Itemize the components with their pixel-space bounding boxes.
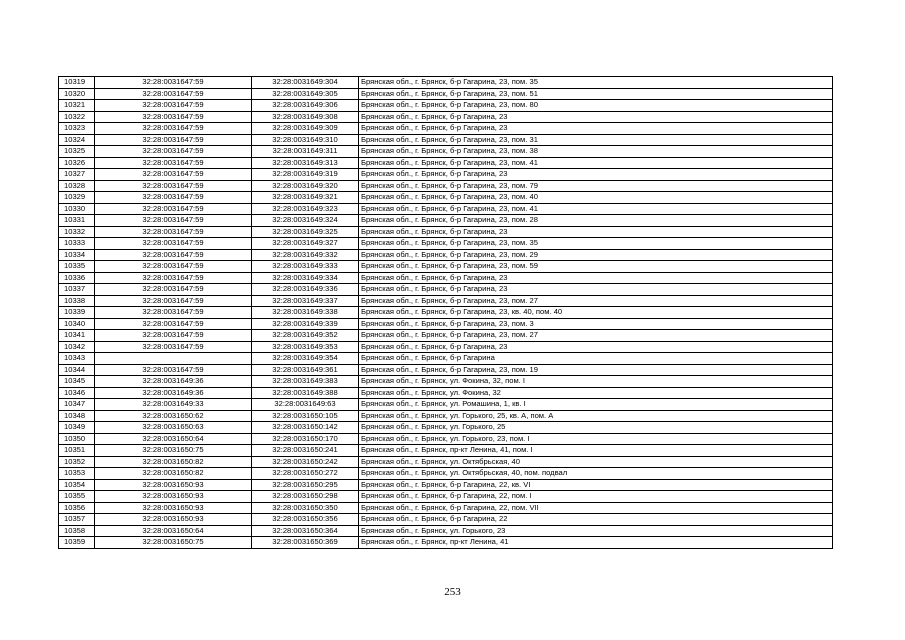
parcel-number-cell: 32:28:0031649:36 [95,387,252,399]
address-cell: Брянская обл., г. Брянск, б-р Гагарина, 23 [359,272,833,284]
object-number-cell: 32:28:0031649:334 [252,272,359,284]
address-cell: Брянская обл., г. Брянск, б-р Гагарина, 23 [359,341,833,353]
table-body [59,77,833,549]
parcel-number-cell: 32:28:0031649:33 [95,399,252,411]
row-number-cell: 10342 [59,341,95,353]
object-number-cell: 32:28:0031649:309 [252,123,359,135]
parcel-number-cell: 32:28:0031647:59 [95,226,252,238]
address-cell: Брянская обл., г. Брянск, б-р Гагарина, 23, пом. 79 [359,180,833,192]
address-cell: Брянская обл., г. Брянск, б-р Гагарина, 23, пом. 3 [359,318,833,330]
table-row [59,376,833,388]
row-number-cell: 10352 [59,456,95,468]
row-number-cell: 10339 [59,307,95,319]
table-row [59,238,833,250]
table-row [59,261,833,273]
row-number-cell: 10332 [59,226,95,238]
row-number-cell: 10331 [59,215,95,227]
table-row [59,192,833,204]
object-number-cell: 32:28:0031650:241 [252,445,359,457]
parcel-number-cell: 32:28:0031647:59 [95,192,252,204]
address-cell: Брянская обл., г. Брянск, б-р Гагарина, 23 [359,226,833,238]
address-cell: Брянская обл., г. Брянск, ул. Октябрьская, 40, пом. подвал [359,468,833,480]
object-number-cell: 32:28:0031649:353 [252,341,359,353]
table-row [59,502,833,514]
row-number-cell: 10349 [59,422,95,434]
address-cell: Брянская обл., г. Брянск, ул. Горького, 25, кв. А, пом. А [359,410,833,422]
table-row [59,364,833,376]
address-cell: Брянская обл., г. Брянск, б-р Гагарина [359,353,833,365]
parcel-number-cell: 32:28:0031647:59 [95,307,252,319]
address-cell: Брянская обл., г. Брянск, б-р Гагарина, 23, пом. 40 [359,192,833,204]
address-cell: Брянская обл., г. Брянск, б-р Гагарина, 23, кв. 40, пом. 40 [359,307,833,319]
address-cell: Брянская обл., г. Брянск, ул. Горького, 23 [359,525,833,537]
object-number-cell: 32:28:0031650:356 [252,514,359,526]
row-number-cell: 10320 [59,88,95,100]
address-cell: Брянская обл., г. Брянск, ул. Октябрьская, 40 [359,456,833,468]
address-cell: Брянская обл., г. Брянск, б-р Гагарина, 23, пом. 35 [359,238,833,250]
table-row [59,491,833,503]
row-number-cell: 10359 [59,537,95,549]
parcel-number-cell: 32:28:0031647:59 [95,295,252,307]
object-number-cell: 32:28:0031649:324 [252,215,359,227]
object-number-cell: 32:28:0031650:298 [252,491,359,503]
table-row [59,157,833,169]
object-number-cell: 32:28:0031649:304 [252,77,359,89]
object-number-cell: 32:28:0031649:323 [252,203,359,215]
object-number-cell: 32:28:0031649:308 [252,111,359,123]
address-cell: Брянская обл., г. Брянск, б-р Гагарина, 23, пом. 27 [359,295,833,307]
address-cell: Брянская обл., г. Брянск, б-р Гагарина, 23 [359,111,833,123]
parcel-number-cell: 32:28:0031650:75 [95,445,252,457]
object-number-cell: 32:28:0031650:242 [252,456,359,468]
object-number-cell: 32:28:0031650:350 [252,502,359,514]
parcel-number-cell: 32:28:0031650:82 [95,468,252,480]
row-number-cell: 10348 [59,410,95,422]
object-number-cell: 32:28:0031649:325 [252,226,359,238]
row-number-cell: 10356 [59,502,95,514]
address-cell: Брянская обл., г. Брянск, ул. Ромашина, 1, кв. I [359,399,833,411]
parcel-number-cell: 32:28:0031650:62 [95,410,252,422]
table-row [59,272,833,284]
object-number-cell: 32:28:0031649:327 [252,238,359,250]
table-row [59,318,833,330]
address-cell: Брянская обл., г. Брянск, ул. Фокина, 32 [359,387,833,399]
row-number-cell: 10327 [59,169,95,181]
row-number-cell: 10345 [59,376,95,388]
address-cell: Брянская обл., г. Брянск, б-р Гагарина, 23, пом. 41 [359,157,833,169]
address-cell: Брянская обл., г. Брянск, б-р Гагарина, 22 [359,514,833,526]
address-cell: Брянская обл., г. Брянск, пр-кт Ленина, 41, пом. I [359,445,833,457]
address-cell: Брянская обл., г. Брянск, б-р Гагарина, 23, пом. 41 [359,203,833,215]
row-number-cell: 10326 [59,157,95,169]
object-number-cell: 32:28:0031649:337 [252,295,359,307]
parcel-number-cell: 32:28:0031647:59 [95,330,252,342]
parcel-number-cell [95,353,252,365]
address-cell: Брянская обл., г. Брянск, б-р Гагарина, 23, пом. 35 [359,77,833,89]
row-number-cell: 10353 [59,468,95,480]
parcel-number-cell: 32:28:0031647:59 [95,180,252,192]
address-cell: Брянская обл., г. Брянск, б-р Гагарина, 23, пом. 51 [359,88,833,100]
address-cell: Брянская обл., г. Брянск, б-р Гагарина, 23, пом. 31 [359,134,833,146]
table-row [59,215,833,227]
table-row [59,341,833,353]
table-row [59,226,833,238]
property-register-table [58,76,833,549]
parcel-number-cell: 32:28:0031647:59 [95,272,252,284]
table-row [59,479,833,491]
table-row [59,134,833,146]
address-cell: Брянская обл., г. Брянск, б-р Гагарина, 23, пом. 80 [359,100,833,112]
parcel-number-cell: 32:28:0031650:93 [95,502,252,514]
table-row [59,330,833,342]
row-number-cell: 10335 [59,261,95,273]
address-cell: Брянская обл., г. Брянск, б-р Гагарина, 23 [359,169,833,181]
row-number-cell: 10341 [59,330,95,342]
table-row [59,456,833,468]
parcel-number-cell: 32:28:0031647:59 [95,318,252,330]
address-cell: Брянская обл., г. Брянск, пр-кт Ленина, 41 [359,537,833,549]
address-cell: Брянская обл., г. Брянск, ул. Горького, 23, пом. I [359,433,833,445]
table-row [59,249,833,261]
object-number-cell: 32:28:0031650:369 [252,537,359,549]
table-row [59,525,833,537]
row-number-cell: 10346 [59,387,95,399]
address-cell: Брянская обл., г. Брянск, б-р Гагарина, 23 [359,284,833,296]
parcel-number-cell: 32:28:0031647:59 [95,215,252,227]
object-number-cell: 32:28:0031649:311 [252,146,359,158]
object-number-cell: 32:28:0031649:321 [252,192,359,204]
address-cell: Брянская обл., г. Брянск, б-р Гагарина, 23, пом. 38 [359,146,833,158]
parcel-number-cell: 32:28:0031647:59 [95,111,252,123]
row-number-cell: 10354 [59,479,95,491]
row-number-cell: 10347 [59,399,95,411]
parcel-number-cell: 32:28:0031647:59 [95,238,252,250]
address-cell: Брянская обл., г. Брянск, б-р Гагарина, 22, пом. VII [359,502,833,514]
table-row [59,88,833,100]
parcel-number-cell: 32:28:0031647:59 [95,341,252,353]
table-row [59,422,833,434]
address-cell: Брянская обл., г. Брянск, б-р Гагарина, 23, пом. 19 [359,364,833,376]
table-row [59,284,833,296]
row-number-cell: 10321 [59,100,95,112]
object-number-cell: 32:28:0031649:352 [252,330,359,342]
row-number-cell: 10358 [59,525,95,537]
parcel-number-cell: 32:28:0031650:75 [95,537,252,549]
parcel-number-cell: 32:28:0031647:59 [95,146,252,158]
parcel-number-cell: 32:28:0031650:93 [95,479,252,491]
parcel-number-cell: 32:28:0031650:82 [95,456,252,468]
parcel-number-cell: 32:28:0031647:59 [95,134,252,146]
row-number-cell: 10334 [59,249,95,261]
address-cell: Брянская обл., г. Брянск, ул. Фокина, 32, пом. I [359,376,833,388]
row-number-cell: 10329 [59,192,95,204]
parcel-number-cell: 32:28:0031647:59 [95,249,252,261]
address-cell: Брянская обл., г. Брянск, б-р Гагарина, 23, пом. 29 [359,249,833,261]
table-row [59,307,833,319]
object-number-cell: 32:28:0031649:319 [252,169,359,181]
parcel-number-cell: 32:28:0031647:59 [95,284,252,296]
parcel-number-cell: 32:28:0031647:59 [95,157,252,169]
object-number-cell: 32:28:0031649:320 [252,180,359,192]
address-cell: Брянская обл., г. Брянск, б-р Гагарина, 23, пом. 27 [359,330,833,342]
table-row [59,445,833,457]
parcel-number-cell: 32:28:0031647:59 [95,88,252,100]
row-number-cell: 10344 [59,364,95,376]
table-row [59,433,833,445]
row-number-cell: 10355 [59,491,95,503]
address-cell: Брянская обл., г. Брянск, б-р Гагарина, 22, кв. VI [359,479,833,491]
object-number-cell: 32:28:0031649:388 [252,387,359,399]
object-number-cell: 32:28:0031650:142 [252,422,359,434]
table-row [59,514,833,526]
table-row [59,537,833,549]
parcel-number-cell: 32:28:0031650:64 [95,433,252,445]
object-number-cell: 32:28:0031650:295 [252,479,359,491]
parcel-number-cell: 32:28:0031647:59 [95,364,252,376]
row-number-cell: 10357 [59,514,95,526]
row-number-cell: 10343 [59,353,95,365]
object-number-cell: 32:28:0031649:306 [252,100,359,112]
parcel-number-cell: 32:28:0031650:63 [95,422,252,434]
row-number-cell: 10323 [59,123,95,135]
row-number-cell: 10330 [59,203,95,215]
parcel-number-cell: 32:28:0031647:59 [95,77,252,89]
table-row [59,146,833,158]
object-number-cell: 32:28:0031649:336 [252,284,359,296]
table-row [59,180,833,192]
table-row [59,100,833,112]
object-number-cell: 32:28:0031650:364 [252,525,359,537]
parcel-number-cell: 32:28:0031647:59 [95,100,252,112]
table-row [59,203,833,215]
address-cell: Брянская обл., г. Брянск, б-р Гагарина, 23 [359,123,833,135]
object-number-cell: 32:28:0031649:313 [252,157,359,169]
object-number-cell: 32:28:0031649:339 [252,318,359,330]
table-row [59,399,833,411]
parcel-number-cell: 32:28:0031650:93 [95,514,252,526]
table-row [59,123,833,135]
address-cell: Брянская обл., г. Брянск, б-р Гагарина, 23, пом. 28 [359,215,833,227]
table-row [59,169,833,181]
row-number-cell: 10337 [59,284,95,296]
address-cell: Брянская обл., г. Брянск, ул. Горького, 25 [359,422,833,434]
parcel-number-cell: 32:28:0031647:59 [95,123,252,135]
parcel-number-cell: 32:28:0031647:59 [95,169,252,181]
object-number-cell: 32:28:0031649:383 [252,376,359,388]
address-cell: Брянская обл., г. Брянск, б-р Гагарина, 23, пом. 59 [359,261,833,273]
object-number-cell: 32:28:0031649:63 [252,399,359,411]
parcel-number-cell: 32:28:0031647:59 [95,261,252,273]
table-row [59,387,833,399]
table-row [59,353,833,365]
row-number-cell: 10340 [59,318,95,330]
row-number-cell: 10336 [59,272,95,284]
parcel-number-cell: 32:28:0031649:36 [95,376,252,388]
parcel-number-cell: 32:28:0031650:64 [95,525,252,537]
parcel-number-cell: 32:28:0031650:93 [95,491,252,503]
table-row [59,410,833,422]
row-number-cell: 10319 [59,77,95,89]
table-row [59,77,833,89]
object-number-cell: 32:28:0031649:305 [252,88,359,100]
object-number-cell: 32:28:0031650:105 [252,410,359,422]
row-number-cell: 10338 [59,295,95,307]
object-number-cell: 32:28:0031649:332 [252,249,359,261]
row-number-cell: 10322 [59,111,95,123]
address-cell: Брянская обл., г. Брянск, б-р Гагарина, 22, пом. I [359,491,833,503]
object-number-cell: 32:28:0031649:361 [252,364,359,376]
object-number-cell: 32:28:0031650:170 [252,433,359,445]
table-row [59,295,833,307]
row-number-cell: 10328 [59,180,95,192]
row-number-cell: 10325 [59,146,95,158]
object-number-cell: 32:28:0031649:338 [252,307,359,319]
object-number-cell: 32:28:0031649:354 [252,353,359,365]
row-number-cell: 10333 [59,238,95,250]
table-row [59,111,833,123]
object-number-cell: 32:28:0031649:310 [252,134,359,146]
row-number-cell: 10350 [59,433,95,445]
object-number-cell: 32:28:0031649:333 [252,261,359,273]
table-row [59,468,833,480]
row-number-cell: 10351 [59,445,95,457]
parcel-number-cell: 32:28:0031647:59 [95,203,252,215]
object-number-cell: 32:28:0031650:272 [252,468,359,480]
row-number-cell: 10324 [59,134,95,146]
page-number: 253 [444,586,461,598]
